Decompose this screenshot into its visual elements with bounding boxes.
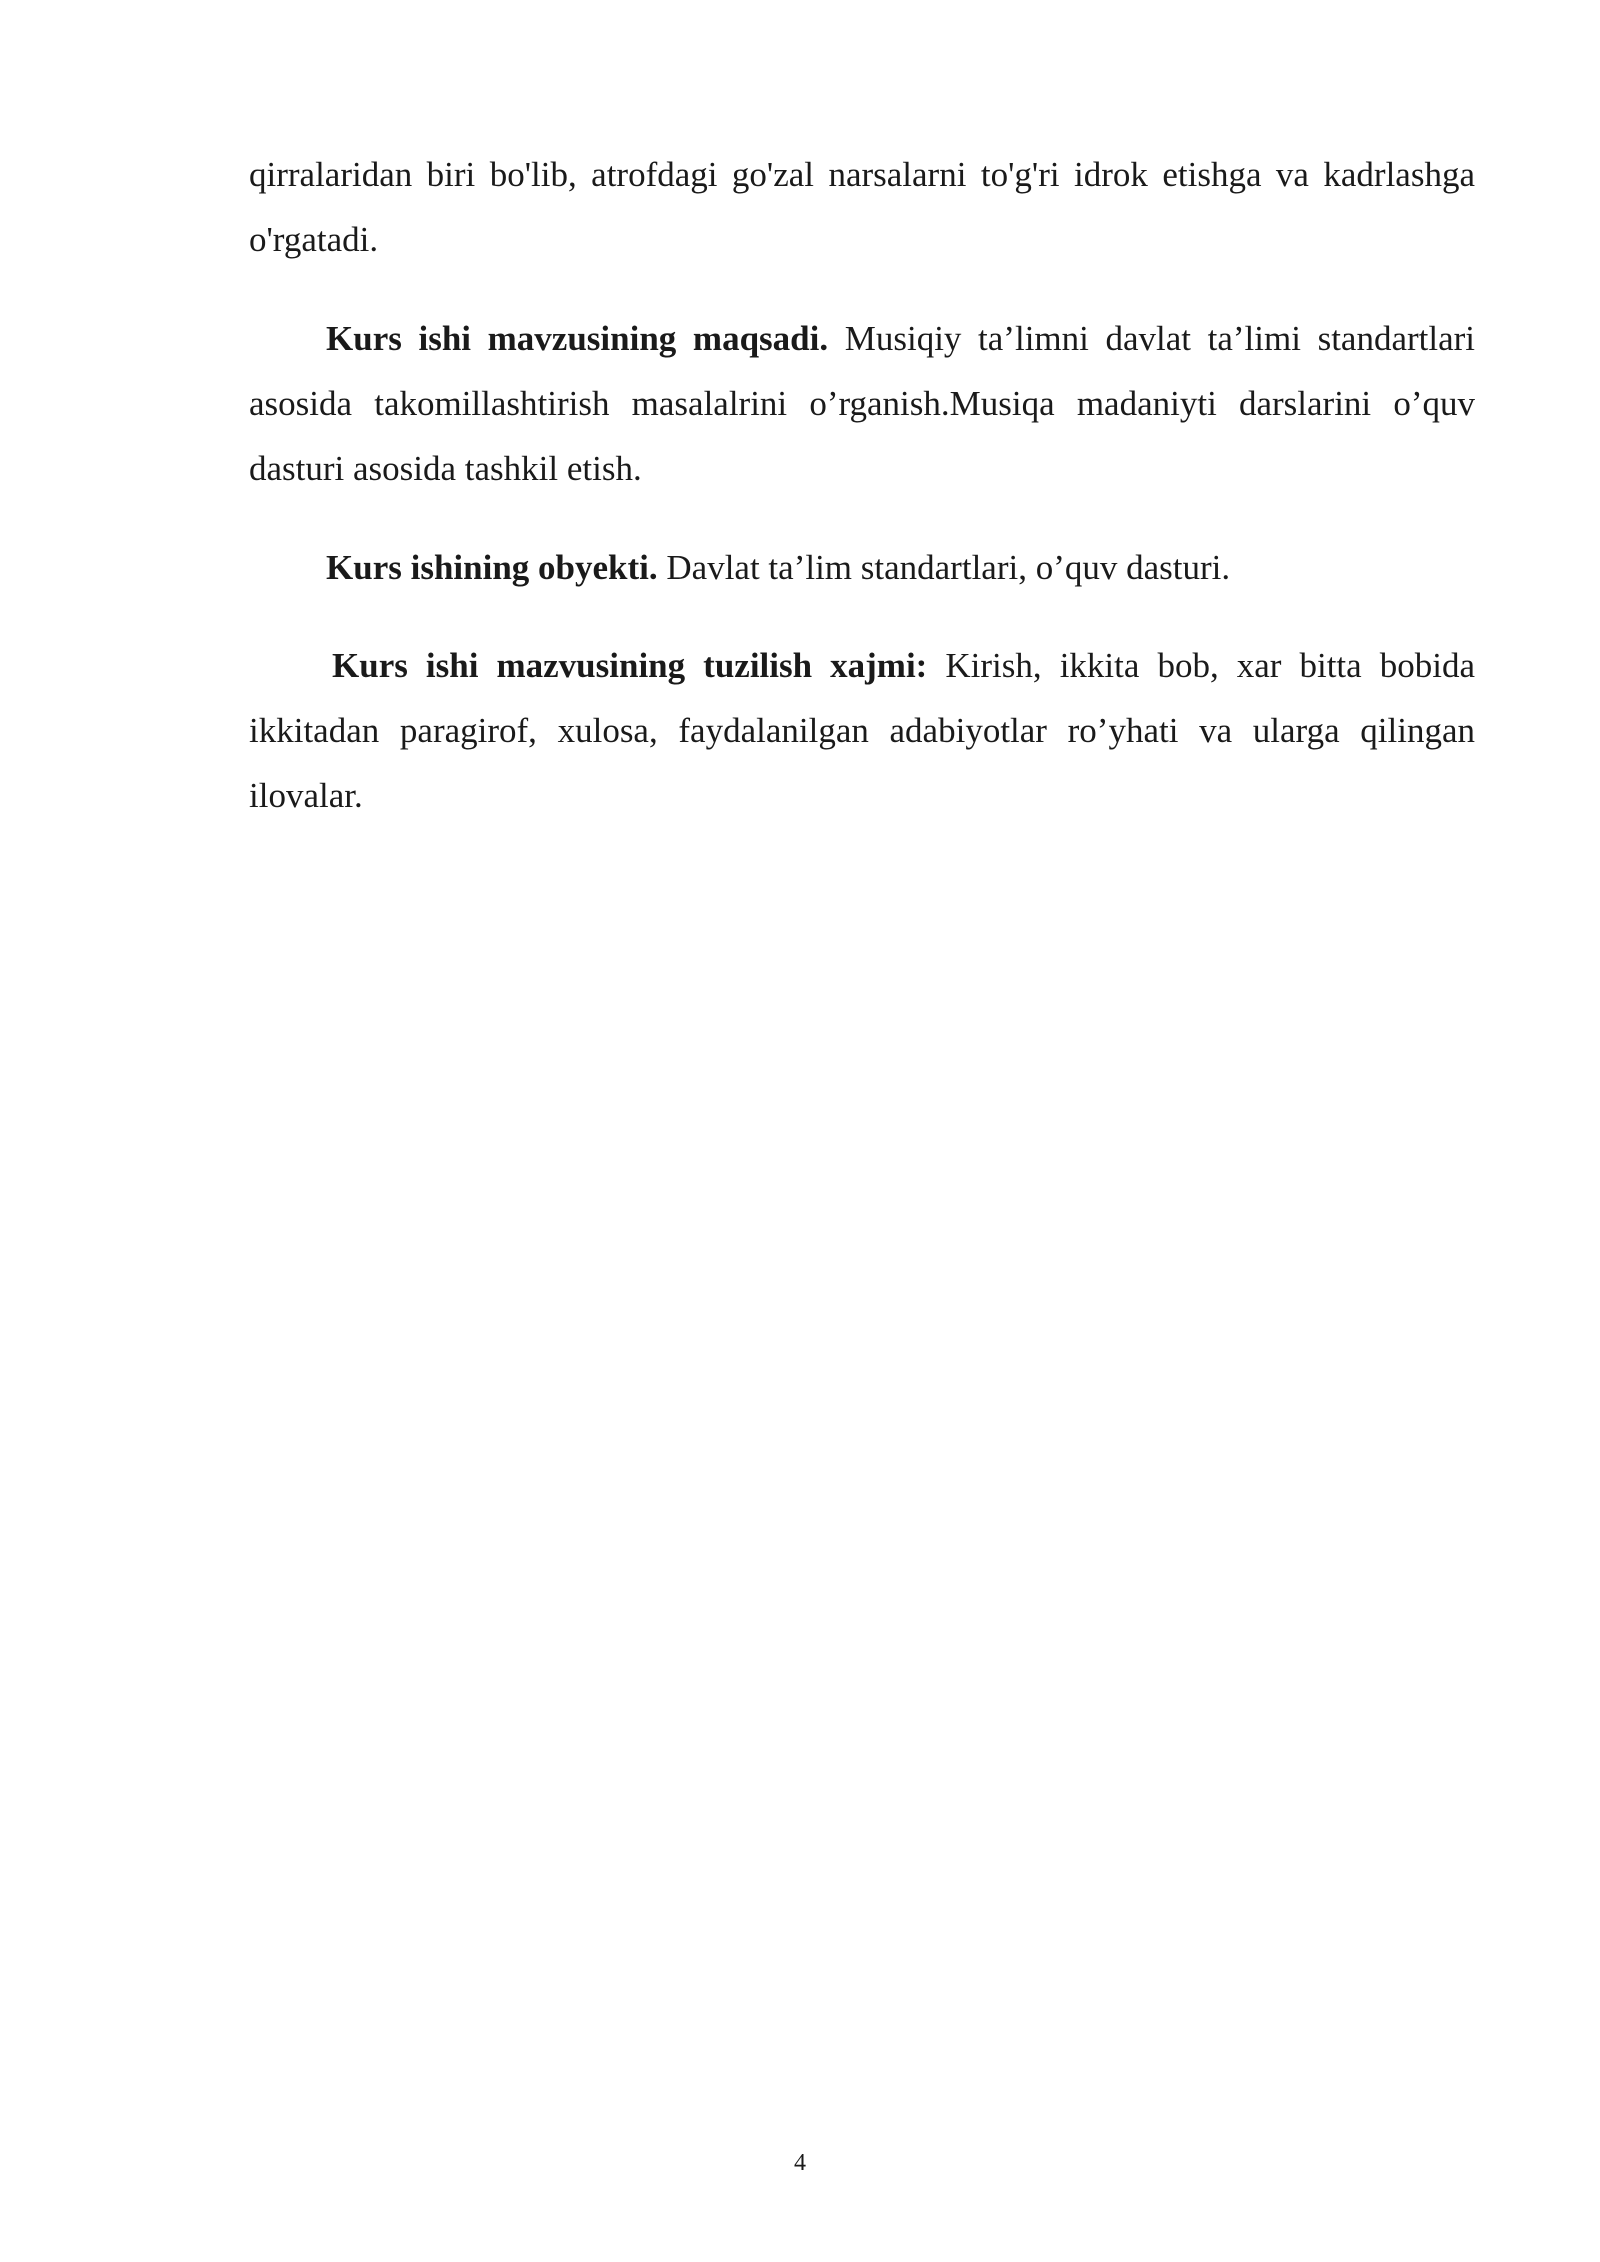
paragraph-object <box>249 535 1475 600</box>
paragraph-text: Kirish, ikkita bob, xar bitta bobida ikkitadan paragirof, xulosa, faydalanilgan adabiyotlar ro’yhati va ularga qilingan ilovalar. <box>249 646 1475 815</box>
paragraph-text: Musiqiy ta’limni davlat ta’limi standartlari asosida takomillashtirish masalalrini o’rganish.Musiqa madaniyti darslarini o’quv dasturi asosida tashkil etish. <box>249 319 1476 488</box>
paragraph-text: Davlat ta’lim standartlari, o’quv dasturi. <box>657 548 1231 587</box>
paragraph-heading: Kurs ishi mavzusining maqsadi. <box>326 319 829 358</box>
paragraph-goal <box>249 306 1475 501</box>
paragraph-text: qirralaridan biri bo'lib, atrofdagi go'zal narsalarni to'g'ri idrok etishga va kadrlashga o'rgatadi. <box>249 155 1475 259</box>
page-number: 4 <box>794 2150 806 2176</box>
paragraph-heading: Kurs ishi mazvusining tuzilish xajmi: <box>332 646 928 685</box>
paragraph-continuation <box>249 142 1475 272</box>
paragraph-heading: Kurs ishining obyekti. <box>326 548 658 587</box>
paragraph-structure <box>249 633 1475 828</box>
